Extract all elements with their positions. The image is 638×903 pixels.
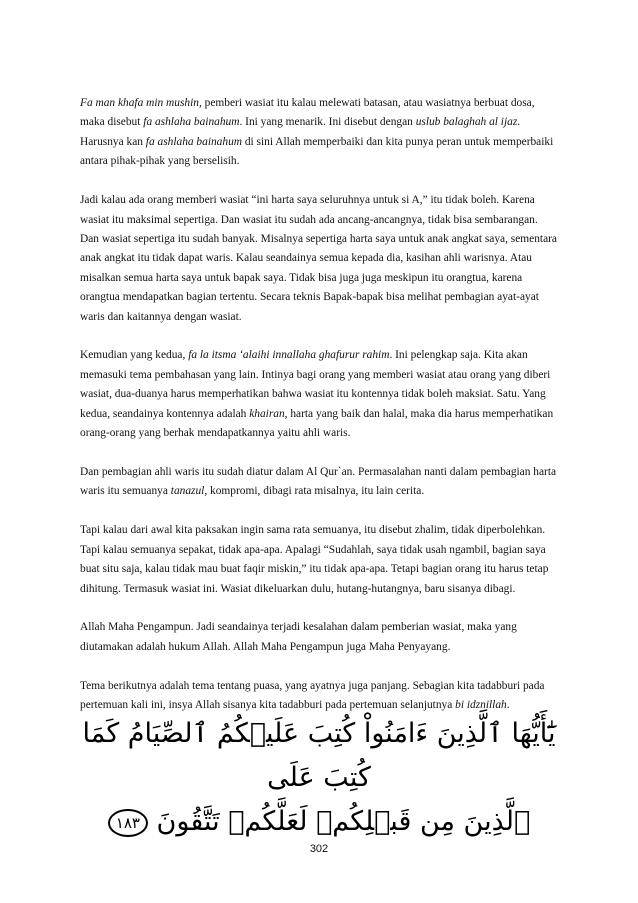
italic-phrase: bi idznillah — [455, 699, 507, 712]
paragraph — [80, 346, 558, 443]
italic-phrase: Fa man khafa min mushin — [80, 97, 199, 109]
quran-verse-line-2-text: ٱلَّذِينَ مِن قَبۡلِكُمۡ لَعَلَّكُمۡ تَتَّقُونَ — [156, 806, 531, 837]
text-segment: Kemudian yang kedua, — [80, 349, 189, 362]
body-text — [80, 94, 558, 735]
text-segment: . Harusnya kan — [80, 116, 521, 148]
paragraph — [80, 521, 558, 599]
text-segment: Tapi kalau dari awal kita paksakan ingin sama rata semuanya, itu disebut zhalim, tidak diperbolehkan. Tapi kalau semuanya sepakat, tidak apa-apa. Apalagi “Sudahlah, saya tidak usah ngambil, bagian saya buat situ saja, kalau tidak mau buat faqir miskin,” itu tidak apa-apa. Tetapi bagian orang itu harus tetap dihitung. Termasuk wasiat ini. Wasiat dikeluarkan dulu, hutang-hutangnya, baru sisanya dibagi. — [80, 524, 549, 595]
paragraph — [80, 618, 558, 657]
italic-phrase: fa ashlaha bainahum — [145, 135, 242, 148]
text-segment: Tema berikutnya adalah tema tentang puasa, yang ayatnya juga panjang. Sebagian kita tadabburi pada pertemuan kali ini, insya Allah sisanya kita tadabburi pada pertemuan selanjutnya — [80, 679, 545, 712]
text-segment: . — [506, 699, 510, 712]
text-segment: , kompromi, dibagi rata misalnya, itu lain cerita. — [204, 485, 425, 498]
text-segment: Jadi kalau ada orang memberi wasiat “ini harta saya seluruhnya untuk si A,” itu tidak boleh. Karena wasiat itu maksimal sepertiga. Dan wasiat itu sudah ada ancang-ancangnya, tidak bisa sembarangan. Dan wasiat sepertiga itu sudah banyak. Misalnya sepertiga harta saya untuk anak angkat saya, sementara anak angkat itu tidak dapat waris. Kalau seandainya semua kepada dia, kasihan ahli warisnya. Atau misalkan semua harta saya untuk bapak saya. Tidak bisa juga juga meskipun itu orangtua, karena orangtua mendapatkan bagian tertentu. Secara teknis Bapak-bapak bisa melihat pembagian ayat-ayat waris dan kaitannya dengan wasiat. — [80, 194, 557, 323]
paragraph — [80, 94, 558, 172]
quran-verse-line-2 — [60, 800, 578, 844]
text-segment: . Ini pelengkap saja. Kita akan memasuki tema pembahasan yang lain. Intinya bagi orang yang memberi wasiat atau orang yang diberi wasiat, dua-duanya harus memperhatikan bahwa wasiat itu kontennya tidak boleh maksiat. Satu. Yang kedua, seandainya kontennya adalah — [80, 349, 551, 420]
italic-phrase: fa la itsma ‘alaihi innallaha ghafurur rahim — [188, 349, 390, 362]
italic-phrase: uslub balaghah al ijaz — [415, 116, 518, 129]
paragraph — [80, 677, 558, 716]
quran-verse — [60, 712, 578, 844]
text-segment: , harta yang baik dan halal, maka dia harus memperhatikan orang-orang yang berhak mendapatkannya yaitu ahli waris. — [80, 407, 554, 440]
paragraph — [80, 463, 558, 502]
text-segment: di sini Allah memperbaiki dan kita punya peran untuk memperbaiki antara pihak-pihak yang berselisih. — [80, 135, 554, 168]
italic-phrase: tanazul — [170, 485, 205, 498]
italic-phrase: khairan — [249, 407, 285, 420]
page-number: 302 — [309, 843, 329, 855]
text-segment: , pemberi wasiat itu kalau melewati batasan, atau wasiatnya berbuat dosa, maka disebut — [80, 97, 535, 129]
text-segment: Dan pembagian ahli waris itu sudah diatur dalam Al Qur`an. Permasalahan nanti dalam pembagian harta waris itu semuanya — [80, 466, 557, 498]
paragraph — [80, 191, 558, 327]
italic-phrase: fa ashlaha bainahum — [143, 116, 240, 129]
text-segment: . Ini yang menarik. Ini disebut dengan — [239, 116, 416, 129]
quran-verse-line-1: يَٰٓأَيُّهَا ٱلَّذِينَ ءَامَنُواْ كُتِبَ عَلَيۡكُمُ ٱلصِّيَامُ كَمَا كُتِبَ عَلَى — [82, 718, 556, 793]
text-segment: Allah Maha Pengampun. Jadi seandainya terjadi kesalahan dalam pemberian wasiat, maka yang diutamakan adalah hukum Allah. Allah Maha Pengampun juga Maha Penyayang. — [80, 621, 517, 653]
ayah-number-marker: ١٨٣ — [108, 809, 148, 837]
